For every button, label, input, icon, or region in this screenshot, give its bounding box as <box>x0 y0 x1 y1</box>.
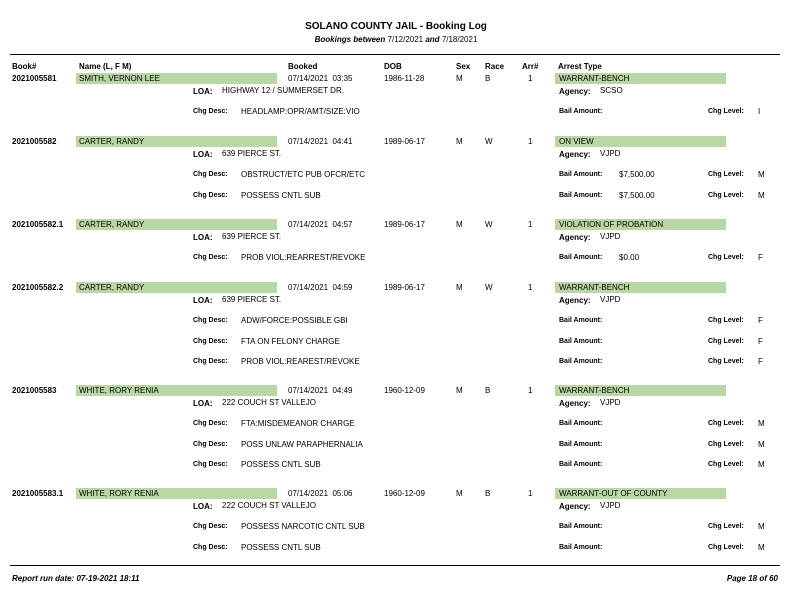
chg-level-value: F <box>758 316 763 325</box>
sex: M <box>456 283 463 292</box>
chg-desc-label: Chg Desc: <box>193 317 228 324</box>
loa-label: LOA: <box>193 87 213 96</box>
bail-amount-label: Bail Amount: <box>559 108 603 115</box>
agency-label: Agency: <box>559 87 591 96</box>
chg-desc-value: POSSESS NARCOTIC CNTL SUB <box>241 522 365 531</box>
chg-desc-value: POSSESS CNTL SUB <box>241 543 321 552</box>
bail-amount-label: Bail Amount: <box>559 358 603 365</box>
chg-level-value: M <box>758 440 765 449</box>
chg-desc-value: PROB VIOL:REARREST/REVOKE <box>241 253 366 262</box>
col-header-booked: Booked <box>288 62 318 71</box>
arrest-number: 1 <box>528 74 533 83</box>
start-date: 7/12/2021 <box>387 35 424 44</box>
loa-label: LOA: <box>193 296 213 305</box>
dob: 1960-12-09 <box>384 386 425 395</box>
booked-datetime: 07/14/2021 04:41 <box>288 137 353 146</box>
bail-amount-label: Bail Amount: <box>559 420 603 427</box>
chg-level-value: F <box>758 253 763 262</box>
arrest-type: ON VIEW <box>559 137 594 146</box>
chg-level-label: Chg Level: <box>708 108 744 115</box>
col-header-book: Book# <box>12 62 37 71</box>
col-header-race: Race <box>485 62 505 71</box>
chg-desc-value: FTA:MISDEMEANOR CHARGE <box>241 419 355 428</box>
chg-level-value: M <box>758 543 765 552</box>
race: W <box>485 283 493 292</box>
loa-value: 639 PIERCE ST. <box>222 295 282 304</box>
race: W <box>485 137 493 146</box>
agency-label: Agency: <box>559 296 591 305</box>
booked-datetime: 07/14/2021 04:57 <box>288 220 353 229</box>
inmate-name: SMITH, VERNON LEE <box>79 74 160 83</box>
dob: 1989-06-17 <box>384 220 425 229</box>
chg-level-label: Chg Level: <box>708 254 744 261</box>
chg-level-label: Chg Level: <box>708 544 744 551</box>
booked-datetime: 07/14/2021 05:06 <box>288 489 353 498</box>
arrest-type: WARRANT-BENCH <box>559 386 630 395</box>
col-header-arrest-type: Arrest Type <box>558 62 602 71</box>
agency-label: Agency: <box>559 233 591 242</box>
footer-rule <box>10 565 780 566</box>
report-title: SOLANO COUNTY JAIL - Booking Log <box>305 21 487 32</box>
chg-desc-label: Chg Desc: <box>193 441 228 448</box>
loa-value: 222 COUCH ST VALLEJO <box>222 501 316 510</box>
bail-amount-value: $7,500.00 <box>619 191 655 200</box>
page-number: Page 18 of 60 <box>726 574 778 583</box>
end-date: 7/18/2021 <box>441 35 478 44</box>
agency-label: Agency: <box>559 150 591 159</box>
book-number: 2021005582 <box>12 137 57 146</box>
loa-value: 222 COUCH ST VALLEJO <box>222 398 316 407</box>
chg-desc-label: Chg Desc: <box>193 358 228 365</box>
chg-desc-value: POSS UNLAW PARAPHERNALIA <box>241 440 363 449</box>
dob: 1960-12-09 <box>384 489 425 498</box>
chg-level-label: Chg Level: <box>708 441 744 448</box>
arrest-type: VIOLATION OF PROBATION <box>559 220 664 229</box>
agency-value: VJPD <box>600 149 621 158</box>
race: W <box>485 220 493 229</box>
inmate-name: CARTER, RANDY <box>79 137 145 146</box>
col-header-dob: DOB <box>384 62 402 71</box>
book-number: 2021005582.1 <box>12 220 64 229</box>
chg-desc-label: Chg Desc: <box>193 254 228 261</box>
chg-desc-label: Chg Desc: <box>193 461 228 468</box>
chg-desc-label: Chg Desc: <box>193 192 228 199</box>
chg-level-value: F <box>758 357 763 366</box>
sex: M <box>456 489 463 498</box>
chg-desc-label: Chg Desc: <box>193 108 228 115</box>
sex: M <box>456 74 463 83</box>
arrest-type: WARRANT-BENCH <box>559 74 630 83</box>
chg-level-value: M <box>758 170 765 179</box>
chg-level-label: Chg Level: <box>708 338 744 345</box>
inmate-name: WHITE, RORY RENIA <box>79 386 159 395</box>
bail-amount-label: Bail Amount: <box>559 523 603 530</box>
arrest-number: 1 <box>528 489 533 498</box>
chg-desc-value: POSSESS CNTL SUB <box>241 191 321 200</box>
chg-desc-value: HEADLAMP:OPR/AMT/SIZE:VIO <box>241 107 360 116</box>
chg-level-label: Chg Level: <box>708 317 744 324</box>
chg-level-value: M <box>758 460 765 469</box>
chg-desc-label: Chg Desc: <box>193 338 228 345</box>
agency-value: VJPD <box>600 232 621 241</box>
chg-desc-value: ADW/FORCE:POSSIBLE GBI <box>241 316 348 325</box>
chg-level-value: M <box>758 419 765 428</box>
book-number: 2021005583 <box>12 386 57 395</box>
chg-level-label: Chg Level: <box>708 358 744 365</box>
book-number: 2021005582.2 <box>12 283 64 292</box>
header-rule <box>10 54 780 55</box>
report-run-date: Report run date: 07-19-2021 18:11 <box>12 574 140 583</box>
bail-amount-value: $0.00 <box>619 253 640 262</box>
arrest-number: 1 <box>528 283 533 292</box>
book-number: 2021005581 <box>12 74 57 83</box>
chg-desc-label: Chg Desc: <box>193 420 228 427</box>
bail-amount-label: Bail Amount: <box>559 461 603 468</box>
arrest-type: WARRANT-OUT OF COUNTY <box>559 489 668 498</box>
loa-label: LOA: <box>193 233 213 242</box>
bail-amount-label: Bail Amount: <box>559 441 603 448</box>
chg-desc-value: FTA ON FELONY CHARGE <box>241 337 340 346</box>
dob: 1989-06-17 <box>384 137 425 146</box>
sex: M <box>456 137 463 146</box>
sex: M <box>456 220 463 229</box>
race: B <box>485 386 491 395</box>
bail-amount-label: Bail Amount: <box>559 544 603 551</box>
subtitle-prefix: Bookings between <box>314 35 386 44</box>
bail-amount-value: $7,500.00 <box>619 170 655 179</box>
agency-value: VJPD <box>600 398 621 407</box>
chg-level-label: Chg Level: <box>708 461 744 468</box>
booked-datetime: 07/14/2021 04:59 <box>288 283 353 292</box>
loa-value: 639 PIERCE ST. <box>222 232 282 241</box>
race: B <box>485 489 491 498</box>
chg-desc-label: Chg Desc: <box>193 171 228 178</box>
chg-level-label: Chg Level: <box>708 192 744 199</box>
agency-label: Agency: <box>559 399 591 408</box>
agency-value: SCSO <box>600 86 623 95</box>
loa-label: LOA: <box>193 399 213 408</box>
col-header-sex: Sex <box>456 62 471 71</box>
chg-level-value: M <box>758 191 765 200</box>
booked-datetime: 07/14/2021 04:49 <box>288 386 353 395</box>
agency-value: VJPD <box>600 501 621 510</box>
race: B <box>485 74 491 83</box>
subtitle-and: and <box>425 35 440 44</box>
loa-label: LOA: <box>193 150 213 159</box>
agency-value: VJPD <box>600 295 621 304</box>
sex: M <box>456 386 463 395</box>
bail-amount-label: Bail Amount: <box>559 338 603 345</box>
chg-level-value: I <box>758 107 761 116</box>
booked-datetime: 07/14/2021 03:35 <box>288 74 353 83</box>
chg-desc-value: OBSTRUCT/ETC PUB OFCR/ETC <box>241 170 366 179</box>
arrest-number: 1 <box>528 137 533 146</box>
agency-label: Agency: <box>559 502 591 511</box>
book-number: 2021005583.1 <box>12 489 64 498</box>
arrest-number: 1 <box>528 220 533 229</box>
loa-label: LOA: <box>193 502 213 511</box>
chg-level-value: M <box>758 522 765 531</box>
chg-level-value: F <box>758 337 763 346</box>
chg-desc-label: Chg Desc: <box>193 523 228 530</box>
loa-value: 639 PIERCE ST. <box>222 149 282 158</box>
col-header-arr: Arr# <box>522 62 539 71</box>
report-subtitle <box>0 35 792 44</box>
arrest-type: WARRANT-BENCH <box>559 283 630 292</box>
dob: 1986-11-28 <box>384 74 425 83</box>
inmate-name: WHITE, RORY RENIA <box>79 489 159 498</box>
inmate-name: CARTER, RANDY <box>79 283 145 292</box>
bail-amount-label: Bail Amount: <box>559 254 603 261</box>
chg-level-label: Chg Level: <box>708 420 744 427</box>
loa-value: HIGHWAY 12 / SUMMERSET DR. <box>222 86 344 95</box>
dob: 1989-06-17 <box>384 283 425 292</box>
arrest-number: 1 <box>528 386 533 395</box>
chg-level-label: Chg Level: <box>708 171 744 178</box>
chg-level-label: Chg Level: <box>708 523 744 530</box>
col-header-name: Name (L, F M) <box>79 62 132 71</box>
inmate-name: CARTER, RANDY <box>79 220 145 229</box>
chg-desc-value: PROB VIOL:REAREST/REVOKE <box>241 357 360 366</box>
bail-amount-label: Bail Amount: <box>559 171 603 178</box>
chg-desc-value: POSSESS CNTL SUB <box>241 460 321 469</box>
bail-amount-label: Bail Amount: <box>559 192 603 199</box>
bail-amount-label: Bail Amount: <box>559 317 603 324</box>
chg-desc-label: Chg Desc: <box>193 544 228 551</box>
